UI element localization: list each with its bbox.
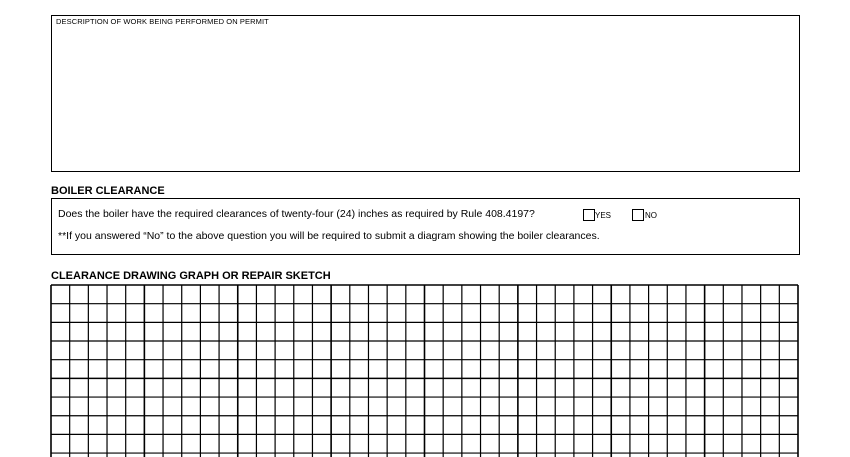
yes-label: YES (595, 211, 612, 220)
work-description-label: DESCRIPTION OF WORK BEING PERFORMED ON PERMIT (56, 17, 269, 26)
boiler-clearance-question: Does the boiler have the required clearances of twenty-four (24) inches as required by Rule 408.4197? (58, 208, 535, 220)
boiler-clearance-note: **If you answered “No” to the above question you will be required to submit a diagram showing the boiler clearances. (58, 230, 600, 242)
no-label: NO (645, 211, 657, 220)
graph-title: CLEARANCE DRAWING GRAPH OR REPAIR SKETCH (51, 270, 331, 282)
boiler-clearance-title: BOILER CLEARANCE (51, 185, 165, 197)
